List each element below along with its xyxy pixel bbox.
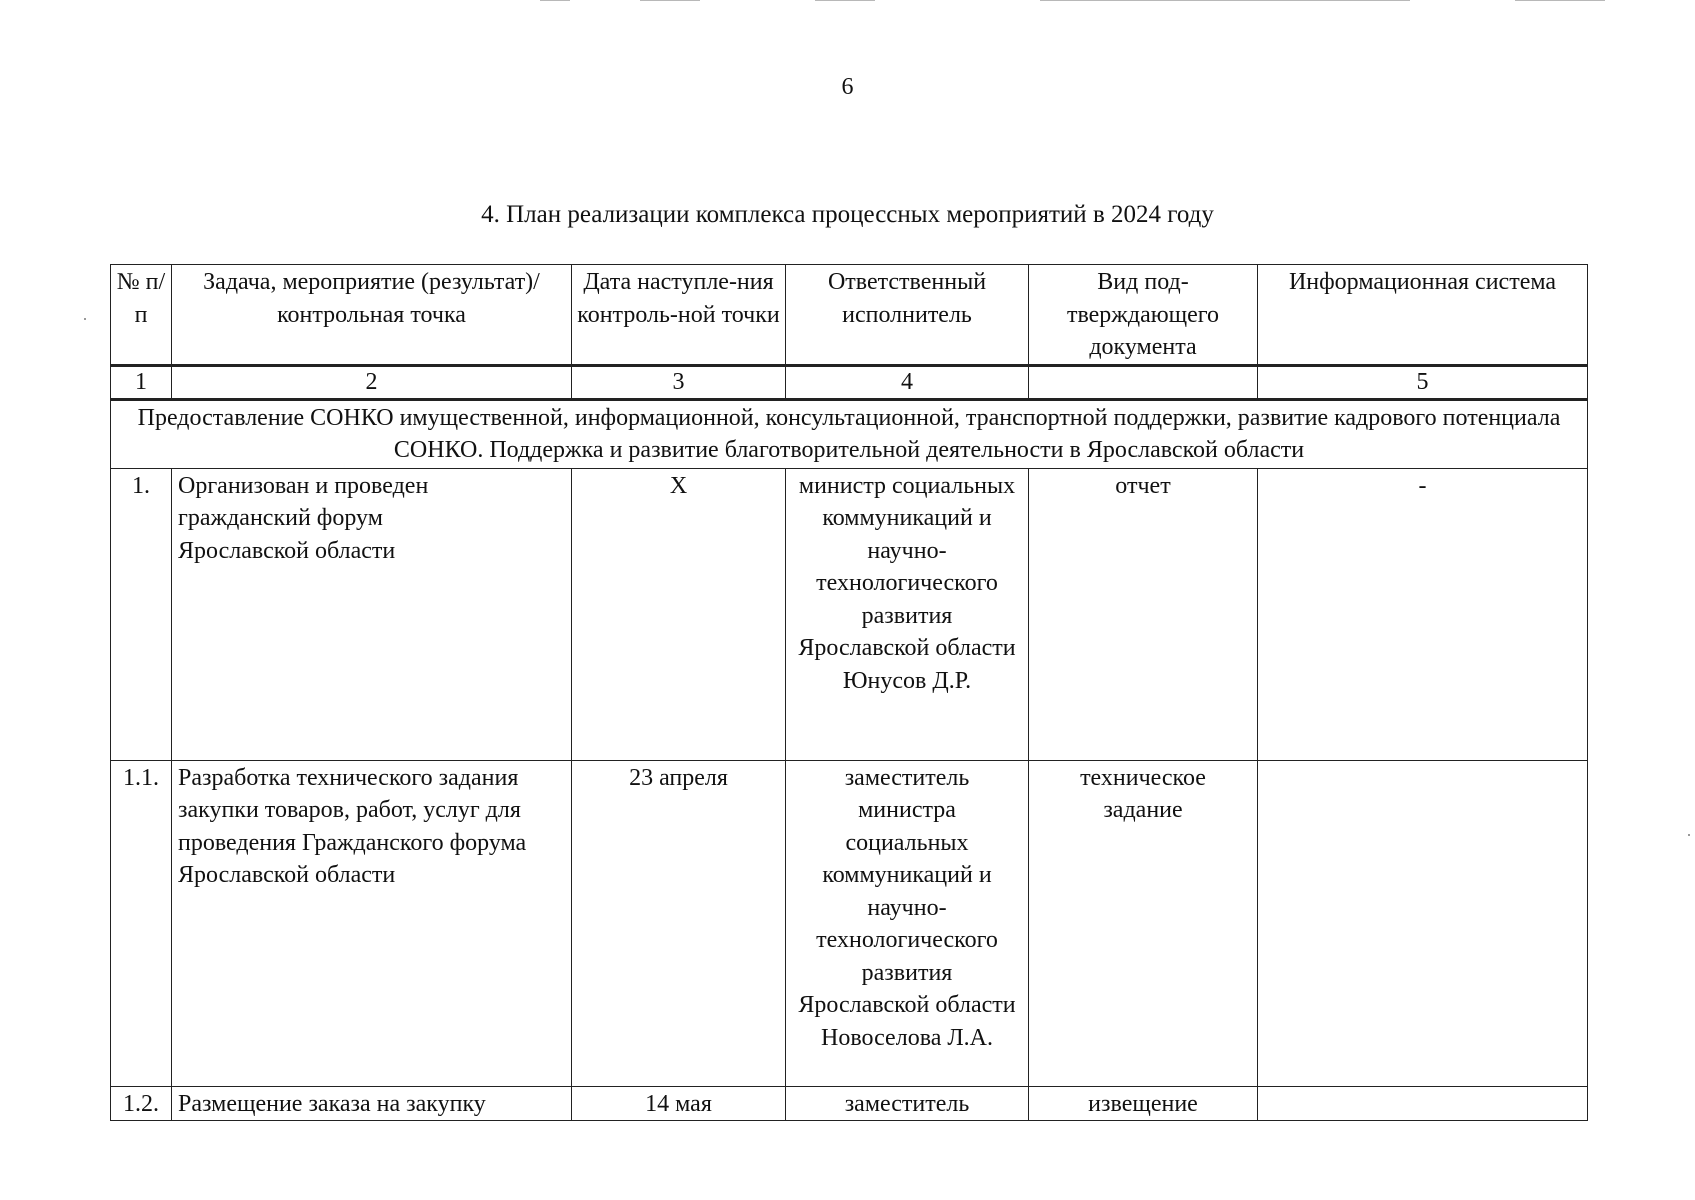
page-number: 6: [841, 74, 854, 100]
column-number: 5: [1258, 365, 1588, 399]
row-date: X: [572, 468, 786, 760]
row-document: извещение: [1029, 1086, 1258, 1121]
row-responsible-text: министр социальных коммуникаций и научно-технологического развития Ярославской области Юнусов Д.Р.: [798, 472, 1016, 694]
column-number: 3: [572, 365, 786, 399]
row-task: Размещение заказа на закупку: [172, 1086, 572, 1121]
scan-edge-mark: [815, 0, 875, 1]
row-document-text: техническое задание: [1080, 764, 1206, 823]
row-date: 14 мая: [572, 1086, 786, 1121]
row-task-text: Организован и проведен гражданский форум Ярославской области: [178, 472, 429, 564]
header-cell-document: Вид под-тверждающего документа: [1029, 265, 1258, 366]
scan-edge-mark: [640, 0, 700, 1]
row-responsible: заместитель: [786, 1086, 1029, 1121]
scan-edge-mark: [1515, 0, 1605, 1]
row-number: 1.2.: [111, 1086, 172, 1121]
table-row: [111, 468, 1588, 760]
row-responsible: [786, 468, 1029, 760]
column-number: 1: [111, 365, 172, 399]
header-cell-task: Задача, мероприятие (результат)/ контрольная точка: [172, 265, 572, 366]
row-system: [1258, 760, 1588, 1086]
header-cell-system: Информационная система: [1258, 265, 1588, 366]
column-number: 4: [786, 365, 1029, 399]
scan-speck: [1688, 834, 1690, 836]
row-task: [172, 468, 572, 760]
table-header-row: [111, 265, 1588, 366]
header-cell-date: Дата наступле-ния контроль-ной точки: [572, 265, 786, 366]
header-cell-responsible: Ответственный исполнитель: [786, 265, 1029, 366]
plan-table: [110, 264, 1588, 1121]
table-row: [111, 760, 1588, 1086]
row-number: 1.: [111, 468, 172, 760]
row-system: -: [1258, 468, 1588, 760]
header-cell-number: № п/п: [111, 265, 172, 366]
table-row: [111, 1086, 1588, 1121]
row-responsible: [786, 760, 1029, 1086]
row-number: 1.1.: [111, 760, 172, 1086]
row-task: Разработка технического задания закупки товаров, работ, услуг для проведения Гражданского форума Ярославской области: [172, 760, 572, 1086]
section-heading: Предоставление СОНКО имущественной, информационной, консультационной, транспортной поддержки, развитие кадрового потенциала СОНКО. Поддержка и развитие благотворительной деятельности в Ярославской области: [111, 399, 1588, 468]
column-number: [1029, 365, 1258, 399]
row-document: [1029, 760, 1258, 1086]
row-system: [1258, 1086, 1588, 1121]
scan-edge-mark: [1040, 0, 1410, 1]
scan-speck: [84, 318, 86, 320]
row-responsible-text: заместитель министра социальных коммуникаций и научно-технологического развития Ярославской области Новоселова Л.А.: [798, 764, 1016, 1051]
scan-edge-mark: [540, 0, 570, 1]
column-number: 2: [172, 365, 572, 399]
section-title: 4. План реализации комплекса процессных мероприятий в 2024 году: [481, 201, 1214, 228]
row-date: 23 апреля: [572, 760, 786, 1086]
column-number-row: [111, 365, 1588, 399]
row-document: отчет: [1029, 468, 1258, 760]
section-heading-row: [111, 399, 1588, 468]
